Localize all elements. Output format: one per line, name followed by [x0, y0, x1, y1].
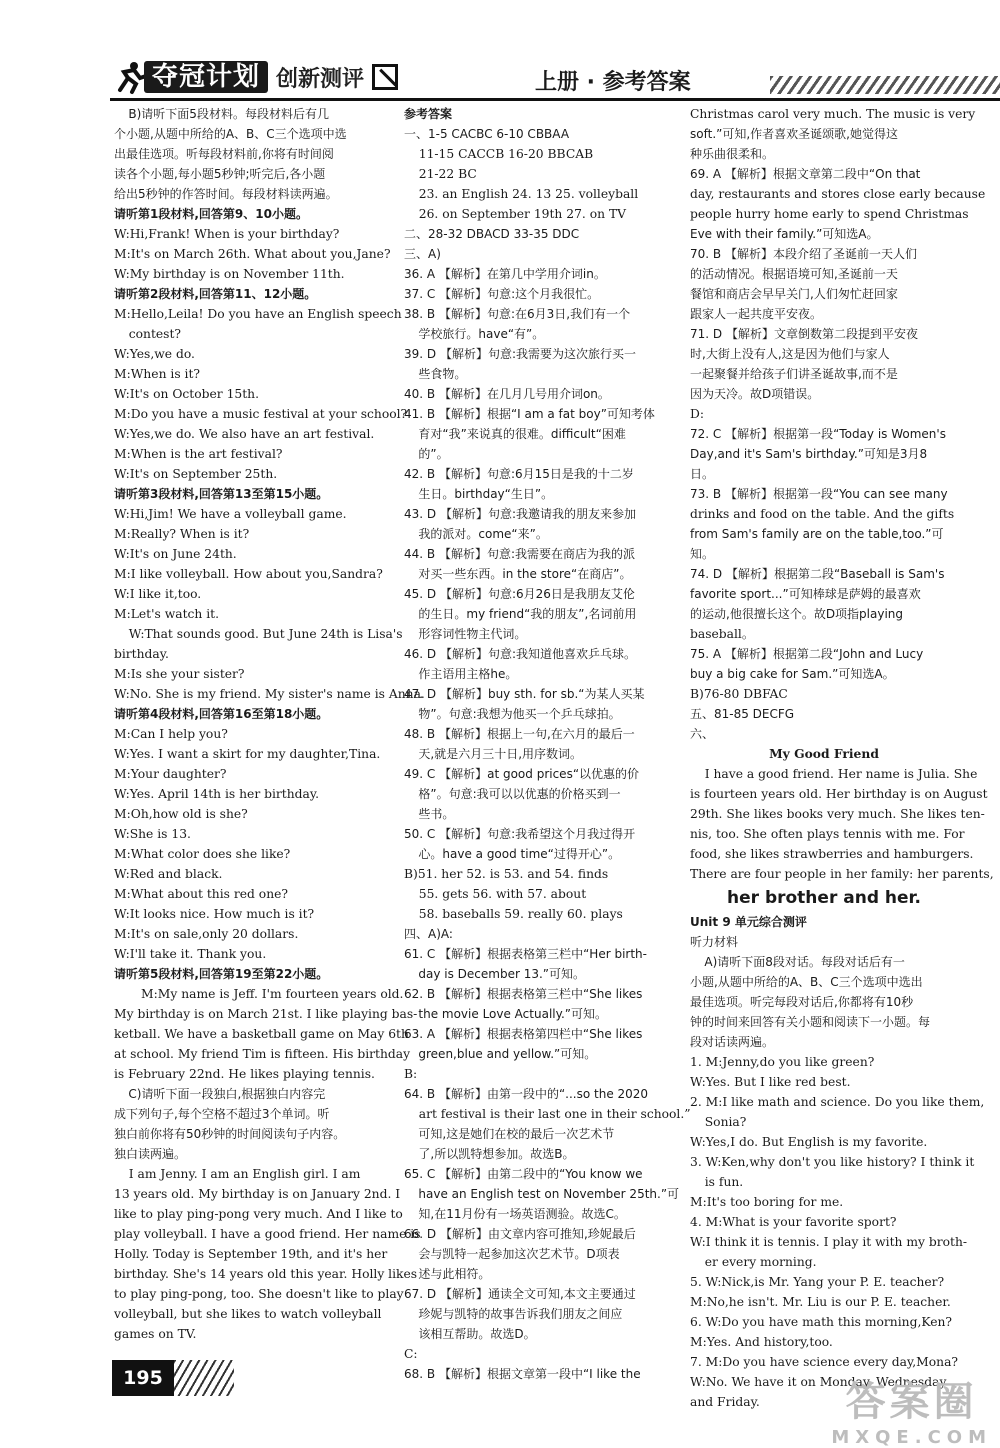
col2-line: 的生日。my friend“我的朋友”,名词前用	[418, 607, 637, 621]
col1-line: 请听第5段材料,回答第19至第22小题。	[114, 967, 329, 981]
col3-line: 六、	[690, 727, 715, 741]
col3-line: 29th. She likes books very much. She likes ten-	[690, 807, 985, 821]
col3-line: There are four people in her family: her parents,	[690, 867, 994, 881]
col3-line: 听力材料	[690, 935, 739, 949]
col2-line: 66. D 【解析】由文章内容可推知,珍妮最后	[404, 1227, 636, 1241]
col2-line: day is December 13.”可知。	[418, 967, 586, 981]
col3-line: 的活动情况。根据语境可知,圣诞前一天	[690, 267, 898, 281]
col3-line: baseball。	[690, 627, 755, 641]
col2-line: 49. C 【解析】at good prices“以优惠的价	[404, 767, 640, 781]
col3-line: buy a big cake for Sam.”可知选A。	[690, 667, 895, 681]
col1-line: M:My name is Jeff. I'm fourteen years old.	[141, 987, 404, 1001]
col2-line: 47. D 【解析】buy sth. for sb.“为某人买某	[404, 687, 645, 701]
col3-line: 时,大街上没有人,这是因为他们与家人	[690, 347, 890, 361]
col2-line: 我的派对。come“来”。	[418, 527, 548, 541]
col1-line: B)请听下面5段材料。每段材料后有几	[128, 107, 329, 121]
col1-line: birthday.	[114, 647, 169, 661]
col2-line: 55. gets 56. with 57. about	[418, 887, 587, 901]
col1-line: I am Jenny. I am an English girl. I am	[128, 1167, 361, 1181]
col2-line: 格”。句意:我可以以优惠的价格买到一	[418, 787, 621, 801]
col1-line: W:Hi,Frank! When is your birthday?	[114, 227, 340, 241]
col3-line: nis, too. She often plays tennis with me. For	[690, 827, 965, 841]
col3-line: M:Yes. And history,too.	[690, 1335, 833, 1349]
col2-line: 作主语用主格he。	[418, 667, 518, 681]
col2-line: 45. D 【解析】句意:6月26日是我朋友艾伦	[404, 587, 635, 601]
col1-line: My birthday is on March 21st. I like playing bas-	[114, 1007, 418, 1021]
col3-line: day, restaurants and stores close early because	[690, 187, 986, 201]
col2-line: 40. B 【解析】在几月几号用介词on。	[404, 387, 610, 401]
col1-line: M:Can I help you?	[114, 727, 228, 741]
col2-line: 该相互帮助。故选D。	[418, 1327, 536, 1341]
col2-line: 36. A 【解析】在第几中学用介词in。	[404, 267, 606, 281]
col2-line: 61. C 【解析】根据表格第三栏中“Her birth-	[404, 947, 647, 961]
col3-line: 70. B 【解析】本段介绍了圣诞前一天人们	[690, 247, 917, 261]
col3-line: favorite sport...”可知棒球是萨姆的最喜欢	[690, 587, 921, 601]
col2-line: 述与此相符。	[418, 1267, 491, 1281]
col1-line: at school. My friend Tim is fifteen. His birthday	[114, 1047, 411, 1061]
col3-line: 知。	[690, 547, 715, 561]
col2-line: 26. on September 19th 27. on TV	[418, 207, 627, 221]
col2-line: 64. B 【解析】由第一段中的“...so the 2020	[404, 1087, 649, 1101]
col1-line: contest?	[128, 327, 182, 341]
col2-line: 些食物。	[418, 367, 467, 381]
col2-line: 38. B 【解析】句意:在6月3日,我们有一个	[404, 307, 631, 321]
col2-line: 21-22 BC	[418, 167, 477, 181]
col3-line: 段对话读两遍。	[690, 1035, 775, 1049]
col2-line: B)51. her 52. is 53. and 54. finds	[404, 867, 609, 881]
col3-line: Eve with their family.”可知选A。	[690, 227, 879, 241]
col3-line: Unit 9 单元综合测评	[690, 915, 807, 929]
col1-line: volleyball, but she likes to watch volleyball	[114, 1307, 382, 1321]
col1-line: M:It's on March 26th. What about you,Jane?	[114, 247, 391, 261]
col2-line: 育对“我”来说真的很难。difficult“困难	[418, 427, 626, 441]
col2-line: 心。have a good time“过得开心”。	[418, 847, 621, 861]
col2-line: 会与凯特一起参加这次艺术节。D项表	[418, 1247, 620, 1261]
col2-line: 42. B 【解析】句意:6月15日是我的十二岁	[404, 467, 634, 481]
col2-line: 50. C 【解析】句意:我希望这个月我过得开	[404, 827, 636, 841]
col1-line: M:It's on sale,only 20 dollars.	[114, 927, 299, 941]
col2-line: 67. D 【解析】通读全文可知,本文主要通过	[404, 1287, 636, 1301]
watermark	[831, 1370, 992, 1448]
col1-line: W:It's on October 15th.	[114, 387, 260, 401]
col3-line: 6. W:Do you have math this morning,Ken?	[690, 1315, 953, 1329]
col3-line: 一起聚餐并给孩子们讲圣诞故事,而不是	[690, 367, 898, 381]
col3-line: I have a good friend. Her name is Julia. She	[704, 767, 978, 781]
col3-line: 钟的时间来回答有关小题和阅读下一小题。每	[690, 1015, 931, 1029]
col3-line: D:	[690, 407, 705, 421]
series-name: 创新测评	[276, 66, 365, 92]
column-answers-and-unit9	[690, 104, 994, 1412]
col2-line: 天,就是六月三十日,用序数词。	[418, 747, 583, 761]
col1-line: M:Your daughter?	[114, 767, 227, 781]
col3-line: is fourteen years old. Her birthday is on August	[690, 787, 988, 801]
col1-line: ketball. We have a basketball game on May 6th	[114, 1027, 409, 1041]
n-box-icon	[372, 64, 398, 90]
col3-line: W:Yes. But I like red best.	[690, 1075, 851, 1089]
col2-line: 39. D 【解析】句意:我需要为这次旅行买一	[404, 347, 636, 361]
col2-line: 58. baseballs 59. really 60. plays	[418, 907, 623, 921]
col2-line: 43. D 【解析】句意:我邀请我的朋友来参加	[404, 507, 636, 521]
col3-line: W:No. We have it on Monday, Wednesday	[690, 1375, 947, 1389]
col2-line: 形容词性物主代词。	[418, 627, 527, 641]
col2-line: 知,在11月份有一场英语测验。故选C。	[418, 1207, 626, 1221]
col2-line: 三、A)	[404, 247, 441, 261]
col2-line: 一、1-5 CACBC 6-10 CBBAA	[404, 127, 570, 141]
col2-line: 37. C 【解析】句意:这个月我很忙。	[404, 287, 600, 301]
col2-line: green,blue and yellow.”可知。	[418, 1047, 597, 1061]
col2-line: art festival is their last one in their school.”	[418, 1107, 691, 1121]
col3-line: food, she likes strawberries and hamburgers.	[690, 847, 974, 861]
page-number: 195	[112, 1360, 174, 1396]
col1-line: birthday. She's 14 years old this year. Holly likes	[114, 1267, 418, 1281]
col2-line: 四、A)A:	[404, 927, 453, 941]
col2-line: 62. B 【解析】根据表格第三栏中“She likes	[404, 987, 643, 1001]
col1-line: 请听第2段材料,回答第11、12小题。	[114, 287, 317, 301]
col3-line: 种乐曲很柔和。	[690, 147, 775, 161]
col3-line: er every morning.	[704, 1255, 817, 1269]
col3-line: 74. D 【解析】根据第二段“Baseball is Sam's	[690, 567, 945, 581]
watermark-logo-text: 答案圈	[845, 1379, 978, 1425]
col3-line: 日。	[690, 467, 715, 481]
col1-line: M:Do you have a music festival at your school?	[114, 407, 408, 421]
col2-line: 学校旅行。have“有”。	[418, 327, 545, 341]
col2-line: 46. D 【解析】句意:我知道他喜欢乒乓球。	[404, 647, 636, 661]
col3-line: B)76-80 DBFAC	[690, 687, 788, 701]
col3-line: soft.”可知,作者喜欢圣诞颂歌,她觉得这	[690, 127, 898, 141]
col3-line: A)请听下面8段对话。每段对话后有一	[704, 955, 905, 969]
col1-line: games on TV.	[114, 1327, 197, 1341]
brand-name: 夺冠计划	[144, 61, 268, 93]
col1-line: W:Yes. April 14th is her birthday.	[114, 787, 320, 801]
col3-line: M:It's too boring for me.	[690, 1195, 844, 1209]
col1-line: W:It's on June 24th.	[114, 547, 237, 561]
watermark-url: MXQE.COM	[831, 1427, 992, 1448]
col1-line: 独白前你将有50秒钟的时间阅读句子内容。	[114, 1127, 346, 1141]
col1-line: M:Is she your sister?	[114, 667, 245, 681]
col3-line: from Sam's family are on the table,too.”可	[690, 527, 944, 541]
col1-line: 读各个小题,每小题5秒钟;听完后,各小题	[114, 167, 326, 181]
col1-line: M:When is the art festival?	[114, 447, 283, 461]
col3-line: 72. C 【解析】根据第一段“Today is Women's	[690, 427, 946, 441]
col3-line: and Friday.	[690, 1395, 760, 1409]
col1-line: C)请听下面一段独白,根据独白内容完	[128, 1087, 326, 1101]
col2-line: 23. an English 24. 13 25. volleyball	[418, 187, 639, 201]
col1-line: M:I like volleyball. How about you,Sandra?	[114, 567, 383, 581]
col1-line: W:No. She is my friend. My sister's name is Anna.	[114, 687, 425, 701]
col3-line: M:No,he isn't. Mr. Liu is our P. E. teacher.	[690, 1295, 951, 1309]
col3-line: 小题,从题中所给的A、B、C三个选项中选出	[690, 975, 923, 989]
page-number-stripes	[174, 1360, 234, 1396]
col1-line: M:When is it?	[114, 367, 201, 381]
col1-line: to play ping-pong, too. She doesn't like to play	[114, 1287, 404, 1301]
header-rule	[110, 98, 1000, 101]
col2-line: 参考答案	[404, 107, 453, 121]
col3-line: 3. W:Ken,why don't you like history? I think it	[690, 1155, 975, 1169]
col1-line: 13 years old. My birthday is on January 2nd. I	[114, 1187, 401, 1201]
col1-line: W:It looks nice. How much is it?	[114, 907, 315, 921]
col3-line: 1. M:Jenny,do you like green?	[690, 1055, 875, 1069]
col1-line: Holly. Today is September 19th, and it's her	[114, 1247, 388, 1261]
col2-line: 44. B 【解析】句意:我需要在商店为我的派	[404, 547, 635, 561]
col2-line: 68. B 【解析】根据文章第一段中“I like the	[404, 1367, 641, 1381]
col3-line: 5. W:Nick,is Mr. Yang your P. E. teacher?	[690, 1275, 945, 1289]
col3-line: drinks and food on the table. And the gifts	[690, 507, 955, 521]
col2-line: C:	[404, 1347, 418, 1361]
col1-line: 独白读两遍。	[114, 1147, 187, 1161]
col2-line: 生日。birthday“生日”。	[418, 487, 554, 501]
col2-line: 41. B 【解析】根据“I am a fat boy”可知考体	[404, 407, 655, 421]
header-stripes	[770, 76, 1000, 94]
col3-line: W:I think it is tennis. I play it with my broth-	[690, 1235, 968, 1249]
col1-line: 成下列句子,每个空格不超过3个单词。听	[114, 1107, 330, 1121]
col2-line: 对买一些东西。in the store“在商店”。	[418, 567, 632, 581]
col1-line: W:I'll take it. Thank you.	[114, 947, 267, 961]
col3-line: 73. B 【解析】根据第一段“You can see many	[690, 487, 948, 501]
col2-line: 些书。	[418, 807, 455, 821]
col1-line: like to play ping-pong very much. And I like to	[114, 1207, 403, 1221]
col1-line: W:Yes,we do. We also have an art festival.	[114, 427, 375, 441]
col1-line: W:Yes,we do.	[114, 347, 195, 361]
col3-line: 7. M:Do you have science every day,Mona?	[690, 1355, 959, 1369]
col3-line: 的运动,他很擅长这个。故D项指playing	[690, 607, 904, 621]
col2-line: 的”。	[418, 447, 449, 461]
col3-line: is fun.	[704, 1175, 744, 1189]
col3-line: 餐馆和商店会早早关门,人们匆忙赶回家	[690, 287, 898, 301]
brand-logo	[112, 60, 398, 94]
col1-line: 出最佳选项。听每段材料前,你将有时间阅	[114, 147, 334, 161]
col3-line: 2. M:I like math and science. Do you like them,	[690, 1095, 985, 1109]
col1-line: W:She is 13.	[114, 827, 191, 841]
col3-line: Sonia?	[704, 1115, 747, 1129]
col1-line: play volleyball. I have a good friend. Her name is	[114, 1227, 421, 1241]
col2-line: have an English test on November 25th.”可	[418, 1187, 680, 1201]
col1-line: W:That sounds good. But June 24th is Lisa's	[128, 627, 403, 641]
col1-line: W:Hi,Jim! We have a volleyball game.	[114, 507, 347, 521]
col1-line: 请听第3段材料,回答第13至第15小题。	[114, 487, 329, 501]
col2-line: 了,所以凯特想参加。故选B。	[418, 1147, 575, 1161]
col2-line: the movie Love Actually.”可知。	[418, 1007, 608, 1021]
col3-line: 因为天冷。故D项错误。	[690, 387, 820, 401]
col1-line: M:Really? When is it?	[114, 527, 250, 541]
col3-line: 跟家人一起共度平安夜。	[690, 307, 823, 321]
col3-line: 五、81-85 DECFG	[690, 707, 795, 721]
col1-line: is February 22nd. He likes playing tennis.	[114, 1067, 375, 1081]
col3-line: people hurry home early to spend Christmas	[690, 207, 969, 221]
col1-line: W:Yes. I want a skirt for my daughter,Tina.	[114, 747, 381, 761]
page-header	[0, 0, 1000, 100]
col3-line: Day,and it's Sam's birthday.”可知是3月8	[690, 447, 928, 461]
col1-line: 请听第4段材料,回答第16至第18小题。	[114, 707, 329, 721]
col3-line: 71. D 【解析】文章倒数第二段提到平安夜	[690, 327, 918, 341]
col1-line: M:Oh,how old is she?	[114, 807, 248, 821]
col2-line: 48. B 【解析】根据上一句,在六月的最后一	[404, 727, 635, 741]
col3-line: 69. A 【解析】根据文章第二段中“On that	[690, 167, 921, 181]
col3-line: 75. A 【解析】根据第二段“John and Lucy	[690, 647, 924, 661]
col1-line: W:I like it,too.	[114, 587, 202, 601]
col1-line: W:It's on September 25th.	[114, 467, 278, 481]
col2-line: 二、28-32 DBACD 33-35 DDC	[404, 227, 580, 241]
col2-line: 63. A 【解析】根据表格第四栏中“She likes	[404, 1027, 643, 1041]
col2-line: 可知,这是她们在校的最后一次艺术节	[418, 1127, 615, 1141]
column-answer-key	[404, 104, 691, 1384]
col1-line: M:Let's watch it.	[114, 607, 220, 621]
col3-line: Christmas carol very much. The music is very	[690, 107, 976, 121]
col2-line: 65. C 【解析】由第二段中的“You know we	[404, 1167, 643, 1181]
col1-line: M:Hello,Leila! Do you have an English speech	[114, 307, 402, 321]
col2-line: 物”。句意:我想为他买一个乒乓球拍。	[418, 707, 621, 721]
col1-line: W:My birthday is on November 11th.	[114, 267, 345, 281]
col3-line: My Good Friend	[769, 746, 879, 761]
col1-line: 请听第1段材料,回答第9、10小题。	[114, 207, 308, 221]
col3-line: 4. M:What is your favorite sport?	[690, 1215, 897, 1229]
col1-line: 个小题,从题中所给的A、B、C三个选项中选	[114, 127, 347, 141]
col2-line: 珍妮与凯特的故事告诉我们朋友之间应	[418, 1307, 623, 1321]
col2-line: 11-15 CACCB 16-20 BBCAB	[418, 147, 594, 161]
section-label: 上册 · 参考答案	[535, 70, 691, 95]
col3-line: 最佳选项。听完每段对话后,你都将有10秒	[690, 995, 914, 1009]
col3-line: her brother and her.	[727, 888, 921, 908]
col1-line: W:Red and black.	[114, 867, 223, 881]
col3-line: W:Yes,I do. But English is my favorite.	[690, 1135, 928, 1149]
col1-line: M:What about this red one?	[114, 887, 288, 901]
col2-line: B:	[404, 1067, 418, 1081]
col1-line: M:What color does she like?	[114, 847, 291, 861]
col1-line: 给出5秒钟的作答时间。每段材料读两遍。	[114, 187, 338, 201]
